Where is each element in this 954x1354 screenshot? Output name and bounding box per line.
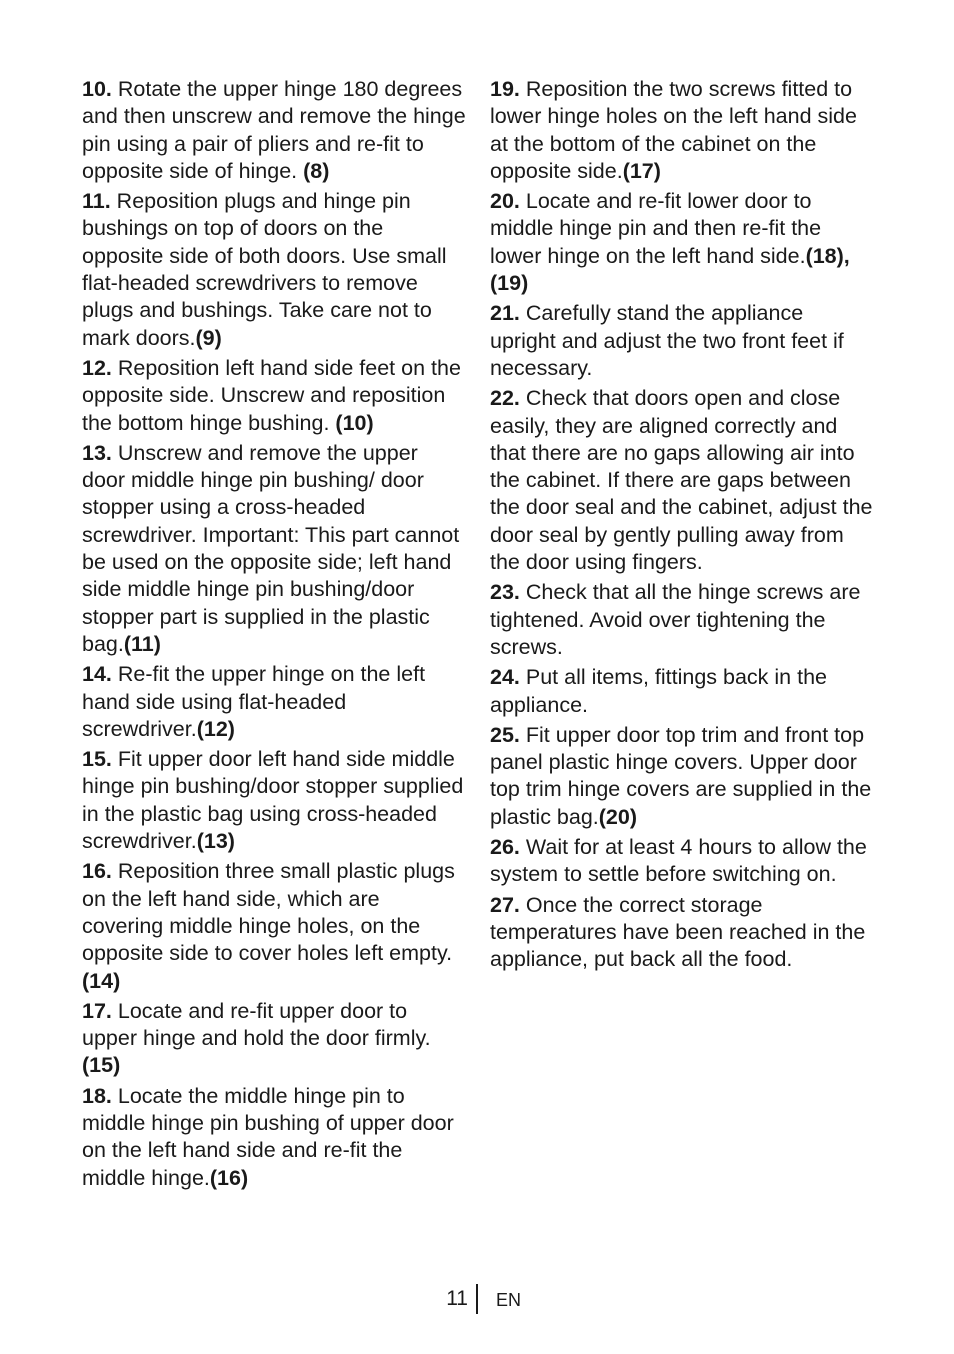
figure-reference: (20)	[598, 804, 637, 829]
step-10	[82, 76, 466, 185]
step-number: 27.	[490, 892, 520, 917]
step-number: 11.	[82, 189, 111, 214]
step-text: Locate the middle hinge pin to middle hinge pin bushing of upper door on the left hand side and re-fit the middle hinge.	[82, 1083, 454, 1190]
step-text: Reposition left hand side feet on the opposite side. Unscrew and reposition the bottom hinge bushing.	[82, 355, 461, 435]
figure-reference: (15)	[82, 1053, 121, 1078]
step-number: 25.	[490, 722, 520, 747]
step-19	[490, 76, 874, 185]
step-number: 18.	[82, 1083, 112, 1108]
step-number: 17.	[82, 998, 112, 1023]
step-text: Check that doors open and close easily, they are aligned correctly and that there are no gaps allowing air into the cabinet. If there are gaps between the door seal and the cabinet, adjust the door seal by gently pulling away from the door using fingers.	[490, 386, 873, 575]
step-27	[490, 892, 874, 974]
step-13	[82, 440, 466, 658]
step-number: 14.	[82, 662, 112, 687]
step-text: Put all items, fittings back in the appliance.	[490, 665, 828, 717]
step-15	[82, 746, 466, 855]
step-number: 19.	[490, 77, 520, 101]
step-number: 22.	[490, 386, 520, 411]
footer-divider	[476, 1284, 478, 1314]
figure-reference: (12)	[196, 716, 235, 741]
step-text: Locate and re-fit upper door to upper hinge and hold the door firmly.	[82, 998, 431, 1051]
step-14	[82, 661, 466, 743]
step-23	[490, 579, 874, 661]
step-number: 26.	[490, 835, 520, 860]
step-18	[82, 1083, 466, 1192]
step-22	[490, 385, 874, 576]
step-number: 16.	[82, 859, 112, 884]
right-column	[490, 76, 874, 977]
figure-reference: (8)	[303, 158, 330, 183]
step-25	[490, 722, 874, 831]
step-20	[490, 188, 874, 297]
figure-reference: (13)	[196, 829, 235, 854]
figure-reference: (10)	[335, 410, 374, 435]
step-text: Reposition the two screws fitted to lower hinge holes on the left hand side at the bottom of the cabinet on the opposite side.	[490, 77, 857, 183]
step-number: 15.	[82, 747, 112, 772]
figure-reference: (16)	[209, 1165, 249, 1190]
page-number: 11	[446, 1287, 468, 1310]
step-24	[490, 664, 874, 719]
step-text: Locate and re-fit lower door to middle hinge pin and then re-fit the lower hinge on the left hand side.	[490, 189, 822, 268]
step-11	[82, 188, 466, 352]
step-number: 21.	[490, 301, 520, 326]
step-text: Reposition plugs and hinge pin bushings on top of doors on the opposite side of both doors. Use small flat-headed screwdrivers to remove plugs and bushings. Take care not to mark doors.	[82, 189, 447, 350]
step-text: Fit upper door left hand side middle hinge pin bushing/door stopper supplied in the plastic bag using cross-headed screwdriver.	[82, 747, 464, 854]
step-number: 13.	[82, 440, 112, 465]
step-text: Wait for at least 4 hours to allow the system to settle before switching on.	[490, 835, 867, 887]
figure-reference: (9)	[195, 325, 222, 350]
left-column	[82, 76, 466, 1195]
step-16	[82, 858, 466, 994]
step-21	[490, 300, 874, 382]
step-number: 10.	[82, 77, 112, 101]
step-text: Carefully stand the appliance upright and adjust the two front feet if necessary.	[490, 301, 844, 380]
step-number: 24.	[490, 665, 520, 690]
step-text: Once the correct storage temperatures have been reached in the appliance, put back all the food.	[490, 892, 866, 972]
step-text: Reposition three small plastic plugs on the left hand side, which are covering middle hinge holes, on the opposite side to cover holes left empty.	[82, 859, 455, 966]
step-17	[82, 998, 466, 1080]
page-footer	[0, 1284, 954, 1314]
figure-reference: (17)	[622, 158, 661, 183]
step-number: 20.	[490, 189, 520, 214]
step-text: Check that all the hinge screws are tightened. Avoid over tightening the screws.	[490, 580, 861, 659]
figure-reference: (18), (19)	[490, 243, 850, 296]
step-number: 12.	[82, 355, 112, 380]
figure-reference: (11)	[123, 631, 161, 656]
step-number: 23.	[490, 580, 520, 605]
step-text: Re-fit the upper hinge on the left hand side using flat-headed screwdriver.	[82, 662, 426, 741]
step-text: Fit upper door top trim and front top panel plastic hinge covers. Upper door top trim hinge covers are supplied in the plastic bag.	[490, 722, 872, 829]
step-text: Unscrew and remove the upper door middle hinge pin bushing/ door stopper using a cross-headed screwdriver. Important: This part cannot be used on the opposite side; left hand side middle hinge pin bushing/door stopper part is supplied in the plastic bag.	[82, 440, 460, 656]
language-code: EN	[496, 1290, 522, 1310]
step-text: Rotate the upper hinge 180 degrees and then unscrew and remove the hinge pin using a pair of pliers and re-fit to opposite side of hinge.	[82, 77, 466, 183]
figure-reference: (14)	[82, 968, 121, 993]
step-12	[82, 355, 466, 437]
step-26	[490, 834, 874, 889]
